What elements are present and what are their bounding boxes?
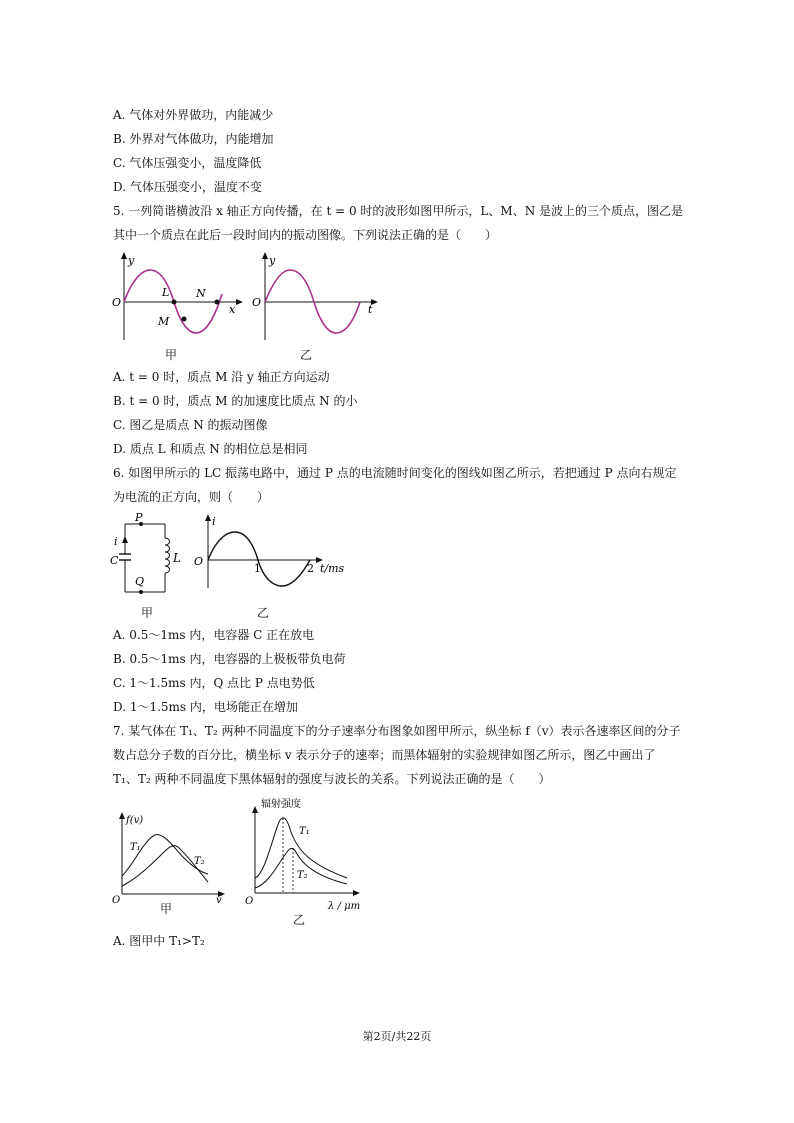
q6-option-c: C. 1～1.5ms 内，Q 点比 P 点电势低 xyxy=(113,676,315,690)
t1-label: T₁ xyxy=(299,826,310,837)
q4-option-d: D. 气体压强变小，温度不变 xyxy=(113,180,262,194)
q5-figure-a-caption: 甲 xyxy=(165,348,178,362)
q6-stem-line2: 为电流的正方向，则（ ） xyxy=(113,490,270,504)
q7-stem-line1: 7. 某气体在 T₁、T₂ 两种不同温度下的分子速率分布图象如图甲所示，纵坐标 f（v）表示各速率区间的分子 xyxy=(113,724,681,738)
v-label: v xyxy=(216,895,222,906)
i-label: i xyxy=(212,515,216,528)
q5-option-b: B. t = 0 时，质点 M 的加速度比质点 N 的小 xyxy=(113,394,358,408)
node-q xyxy=(139,590,143,594)
wavelength-label: λ / μm xyxy=(328,901,361,912)
q6-figure-a-caption: 甲 xyxy=(141,606,154,620)
q6-option-d: D. 1～1.5ms 内，电场能正在增加 xyxy=(113,700,298,714)
label-l: L xyxy=(162,286,170,299)
q5-option-c: C. 图乙是质点 N 的振动图像 xyxy=(113,418,268,432)
origin-label: O xyxy=(252,296,262,309)
current-curve xyxy=(208,532,310,586)
label-q: Q xyxy=(135,575,145,588)
point-n xyxy=(215,300,220,305)
q5-figure-b xyxy=(250,250,385,345)
origin-label: O xyxy=(245,896,254,907)
t2-label: T₂ xyxy=(297,870,308,881)
q5-stem-line1: 5. 一列简谐横波沿 x 轴正方向传播，在 t = 0 时的波形如图甲所示，L、M、N 是波上的三个质点，图乙是 xyxy=(113,204,684,218)
q4-option-b: B. 外界对气体做功，内能增加 xyxy=(113,132,274,146)
q7-figure-a-caption: 甲 xyxy=(160,902,173,916)
q7-figure-b xyxy=(243,796,363,912)
label-i: i xyxy=(114,535,118,548)
current-arrow-icon xyxy=(122,536,128,543)
t-label: t xyxy=(368,303,373,316)
q6-option-a: A. 0.5～1ms 内，电容器 C 正在放电 xyxy=(113,628,315,642)
tick-1: 1 xyxy=(254,562,261,575)
label-c: C xyxy=(110,554,119,567)
q6-stem-line1: 6. 如图甲所示的 LC 振荡电路中，通过 P 点的电流随时间变化的图线如图乙所示，若把通过 P 点向右规定 xyxy=(113,466,677,480)
label-l: L xyxy=(173,551,181,565)
q7-stem-line2: 数占总分子数的百分比，横坐标 v 表示分子的速率；而黑体辐射的实验规律如图乙所示，图乙中画出了 xyxy=(113,748,656,762)
q7-figure-b-caption: 乙 xyxy=(293,913,306,927)
origin-label: O xyxy=(112,895,121,906)
page-footer: 第2页/共22页 xyxy=(362,1030,432,1043)
curve-t2 xyxy=(255,848,347,888)
q4-option-c: C. 气体压强变小，温度降低 xyxy=(113,156,262,170)
label-p: P xyxy=(135,512,143,524)
origin-label: O xyxy=(194,555,204,568)
t-label: t/ms xyxy=(320,562,345,575)
q7-stem-line3: T₁、T₂ 两种不同温度下黑体辐射的强度与波长的关系。下列说法正确的是（ ） xyxy=(113,772,551,786)
q5-option-a: A. t = 0 时，质点 M 沿 y 轴正方向运动 xyxy=(113,370,330,384)
label-m: M xyxy=(158,315,170,328)
q5-figure-a xyxy=(110,250,250,345)
y-label: y xyxy=(128,254,135,267)
q5-figure-b-caption: 乙 xyxy=(300,348,313,362)
point-l xyxy=(172,300,177,305)
intensity-label: 辐射强度 xyxy=(261,799,301,810)
q6-figure-b xyxy=(190,512,350,592)
tick-2: 2 xyxy=(307,562,314,575)
q4-option-a: A. 气体对外界做功，内能减少 xyxy=(113,108,274,122)
q6-option-b: B. 0.5～1ms 内，电容器的上极板带负电荷 xyxy=(113,652,346,666)
q6-figure-a-circuit xyxy=(110,512,190,602)
f-label: f(v) xyxy=(126,815,144,826)
point-m xyxy=(182,317,187,322)
origin-label: O xyxy=(112,296,122,309)
q5-stem-line2: 其中一个质点在此后一段时间内的振动图像。下列说法正确的是（ ） xyxy=(113,228,498,242)
q7-figure-a xyxy=(112,810,230,906)
y-label: y xyxy=(269,254,276,267)
t2-label: T₂ xyxy=(194,856,205,867)
q6-figure-b-caption: 乙 xyxy=(257,606,270,620)
q5-option-d: D. 质点 L 和质点 N 的相位总是相同 xyxy=(113,442,308,456)
t1-label: T₁ xyxy=(130,842,141,853)
inductor-coil xyxy=(165,538,170,573)
x-label: x xyxy=(229,303,236,316)
label-n: N xyxy=(196,287,206,300)
q7-option-a: A. 图甲中 T₁>T₂ xyxy=(113,934,205,948)
